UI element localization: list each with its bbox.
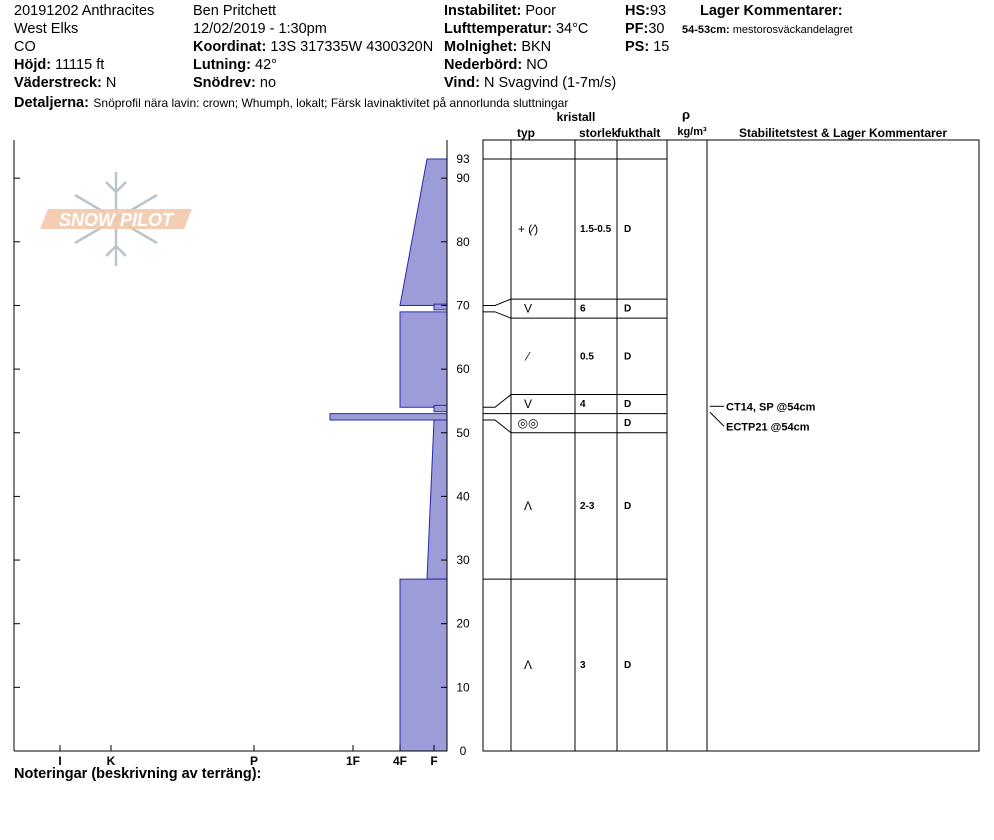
hardness-tick-label: F	[430, 754, 438, 768]
wind-value: N Svagvind (1-7m/s)	[484, 75, 617, 91]
depth-tick-label: 90	[456, 171, 470, 186]
datetime: 12/02/2019 - 1:30pm	[193, 21, 327, 37]
sky-label: Molnighet:	[444, 39, 518, 55]
depth-tick-label: 80	[456, 234, 470, 249]
depth-tick-label: 30	[456, 553, 470, 568]
layer-grain-type: + (⁄)	[517, 222, 539, 237]
layer-moisture: D	[624, 399, 632, 411]
air-temp-label: Lufttemperatur:	[444, 21, 552, 37]
layer-grain-size: 2-3	[580, 500, 595, 512]
layer-connector	[483, 312, 511, 318]
layer-moisture: D	[624, 418, 632, 430]
hs-marker-label: 93	[456, 152, 470, 167]
test-label: ECTP21 @54cm	[726, 421, 810, 434]
hardness-bar	[400, 159, 447, 305]
layer-table	[483, 140, 979, 751]
observer: Ben Pritchett	[193, 3, 277, 19]
layer-grain-type: V	[523, 397, 533, 412]
slope-value: 42°	[255, 57, 277, 73]
hardness-tick-label: K	[106, 754, 116, 768]
layer-grain-size: 6	[580, 303, 586, 315]
layer-comments-title: Lager Kommentarer:	[700, 3, 843, 19]
profile-title: 20191202 Anthracites	[14, 3, 155, 19]
depth-tick-label: 70	[456, 298, 470, 313]
pf-value: 30	[648, 21, 665, 37]
layer-grain-size: 1.5-0.5	[580, 224, 612, 236]
wind-label: Vind:	[444, 75, 480, 91]
layer-grain-type: Λ	[523, 658, 533, 673]
hardness-tick-label: I	[58, 754, 62, 768]
layer-grain-size: 3	[580, 660, 586, 672]
hardness-bar	[400, 579, 447, 751]
notes-label: Noteringar (beskrivning av terräng):	[14, 766, 262, 782]
slope-label: Lutning:	[193, 57, 251, 73]
col-density-header-top: ρ	[681, 107, 691, 122]
depth-tick-label: 60	[456, 362, 470, 377]
col-crystal-header-bottom: storlek	[579, 126, 619, 140]
hardness-tick-label: 1F	[345, 754, 361, 768]
col-stability-header: Stabilitetstest & Lager Kommentarer	[738, 126, 948, 140]
air-temp-value: 34°C	[555, 21, 589, 37]
depth-tick-label: 20	[456, 616, 470, 631]
col-crystal-header-top: kristall	[556, 110, 596, 124]
depth-tick-label: 10	[456, 680, 470, 695]
depth-tick-label: 40	[456, 489, 470, 504]
hardness-tick-label: P	[249, 754, 259, 768]
layer-moisture: D	[624, 500, 632, 512]
layer-moisture: D	[624, 351, 632, 363]
mountain-range: West Elks	[14, 21, 79, 37]
layer-moisture: D	[624, 660, 632, 672]
col-density-header-bottom: kg/m³	[677, 126, 707, 138]
col-moisture-header: fukthalt	[617, 126, 661, 140]
col-type-header: typ	[517, 126, 535, 140]
test-arrow	[710, 412, 724, 426]
aspect-label: Väderstreck:	[14, 75, 102, 91]
layer-grain-type: ◎◎	[517, 416, 539, 431]
details-label: Detaljerna:	[14, 95, 89, 111]
layer-grain-size: 4	[580, 399, 586, 411]
layer-connector	[483, 299, 511, 305]
hardness-bar	[434, 405, 447, 411]
drift-value: no	[259, 75, 277, 91]
hardness-plot	[14, 140, 470, 768]
layer-grain-size: 0.5	[580, 351, 594, 363]
aspect-value: N	[105, 75, 117, 91]
precip-label: Nederbörd:	[444, 57, 523, 73]
sky-value: BKN	[521, 39, 552, 55]
ps-value: 15	[653, 39, 670, 55]
logo-text: SNOW PILOT	[59, 210, 173, 230]
hardness-tick-label: 4F	[392, 754, 408, 768]
pf-label: PF:	[625, 21, 649, 37]
hs-label: HS:	[625, 3, 650, 19]
precip-value: NO	[526, 57, 548, 73]
instability-label: Instabilitet:	[444, 3, 522, 19]
layer-connector	[483, 420, 511, 433]
layer-comment-text: mestorosväckandelagret	[732, 24, 853, 36]
hs-value: 93	[649, 3, 667, 19]
layer-connector	[483, 395, 511, 408]
depth-tick-label: 0	[459, 744, 467, 758]
elevation-value: 11115 ft	[55, 57, 105, 73]
snowpilot-logo	[40, 172, 192, 266]
layer-comment-depth: 54-53cm:	[682, 24, 730, 36]
layer-moisture: D	[624, 224, 632, 236]
hardness-bar	[400, 312, 447, 407]
hardness-bar	[330, 414, 447, 420]
drift-label: Snödrev:	[193, 75, 256, 91]
ps-label: PS:	[625, 39, 650, 55]
details-value: Snöprofil nära lavin: crown; Whumph, lokalt; Färsk lavinaktivitet på annorlunda sluttningar	[93, 96, 569, 110]
hardness-bar	[427, 420, 447, 579]
layer-grain-type: ⁄	[526, 349, 530, 364]
coordinates-value: 13S 317335W 4300320N	[270, 39, 434, 55]
test-label: CT14, SP @54cm	[726, 401, 816, 414]
coordinates-label: Koordinat:	[193, 39, 267, 55]
state: CO	[14, 39, 36, 55]
instability-value: Poor	[525, 3, 557, 19]
depth-tick-label: 50	[456, 425, 470, 440]
layer-grain-type: V	[523, 301, 533, 316]
elevation-label: Höjd:	[14, 57, 52, 73]
layer-moisture: D	[624, 303, 632, 315]
layer-grain-type: Λ	[523, 498, 533, 513]
